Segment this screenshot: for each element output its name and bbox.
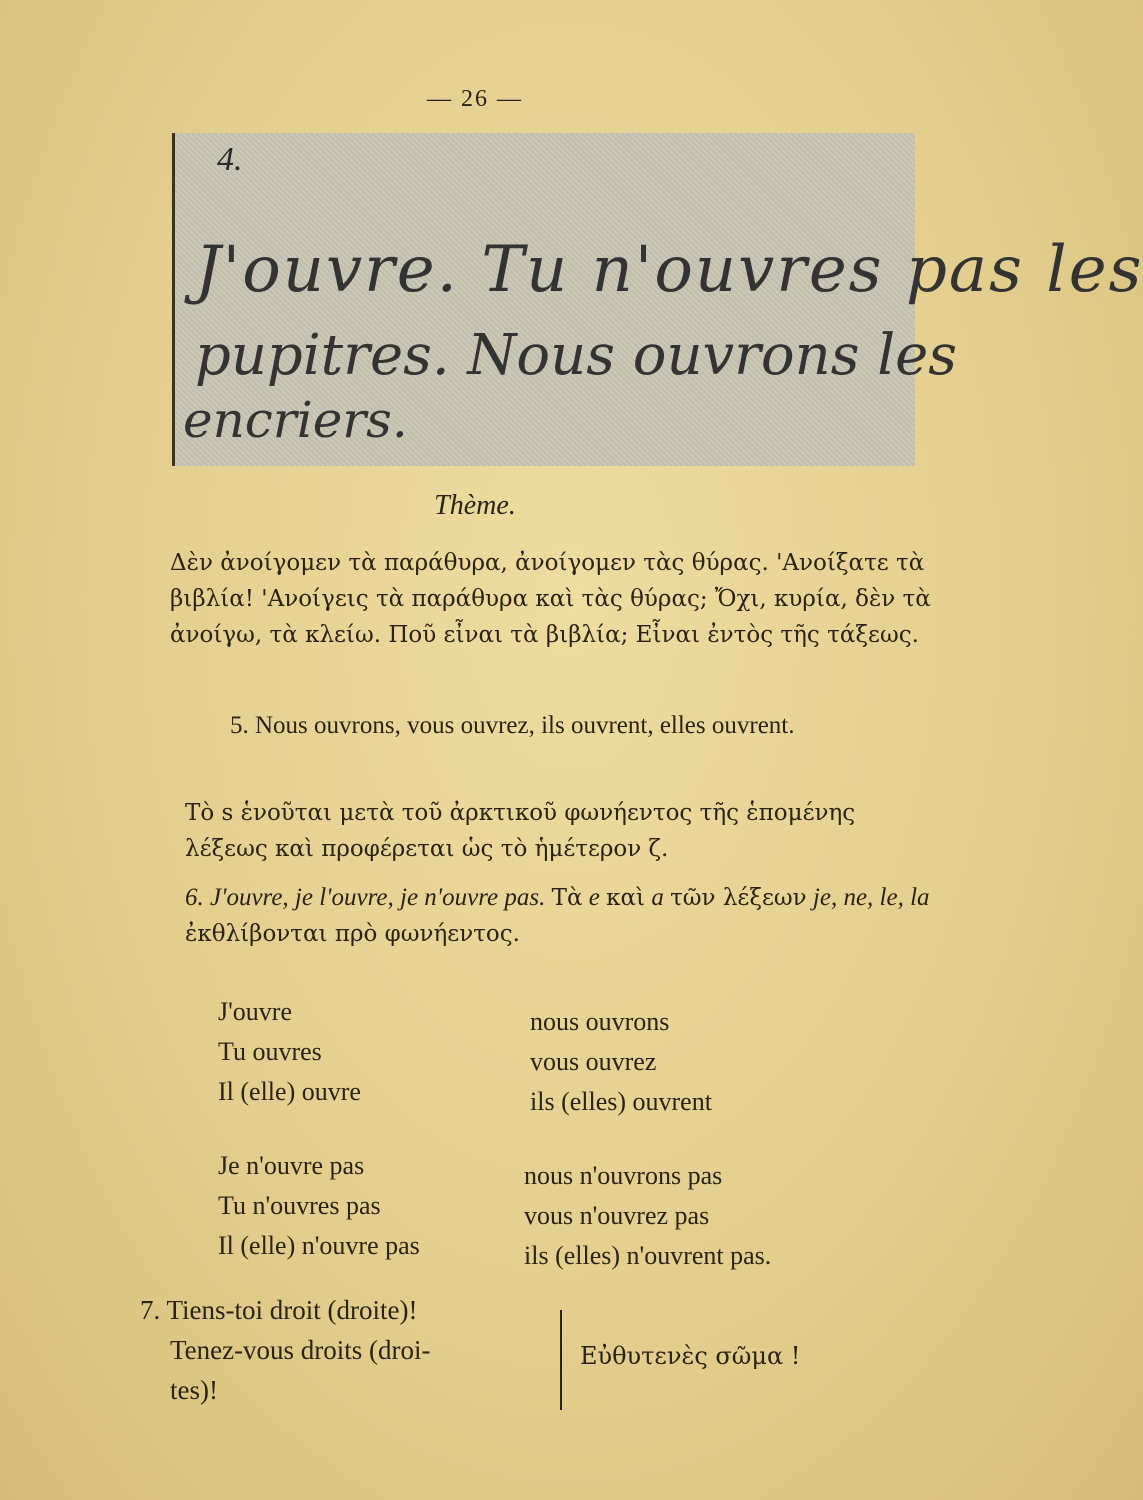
note-6: [185, 880, 935, 952]
conjugation-affirmative-plural: [530, 1002, 712, 1122]
note-6-greek-mid: τῶν λέξεων: [670, 885, 807, 911]
conjugation-negative-plural: [524, 1156, 771, 1276]
conj-line: J'ouvre: [218, 997, 293, 1026]
note-7: [140, 1290, 550, 1410]
script-line-2: pupitres. Nous ouvrons les: [195, 323, 958, 388]
bracket-divider: [560, 1310, 570, 1410]
note-6-french: 6. J'ouvre, je l'ouvre, je n'ouvre pas.: [185, 884, 546, 911]
conj-line: nous n'ouvrons pas: [524, 1161, 723, 1190]
page-number: — 26 —: [427, 86, 523, 112]
conjugation-affirmative-singular: [218, 992, 361, 1112]
conj-line: ils (elles) n'ouvrent pas.: [524, 1241, 772, 1270]
script-line-1: J'ouvre. Tu n'ouvres pas les: [195, 233, 1143, 307]
note-6-greek-end: ἐκθλίβονται πρὸ φωνήεντος.: [185, 921, 520, 947]
conj-line: Tu ouvres: [218, 1037, 322, 1066]
conj-line: Je n'ouvre pas: [218, 1151, 365, 1180]
conj-line: nous ouvrons: [530, 1007, 670, 1036]
conj-line: Tu n'ouvres pas: [218, 1191, 381, 1220]
conj-line: Il (elle) ouvre: [218, 1077, 361, 1106]
theme-title: Thème.: [434, 490, 516, 521]
note-5-explanation: Τὸ s ἑνοῦται μετὰ τοῦ ἀρκτικοῦ φωνήεντος τῆς ἑπομένης λέξεως καὶ προφέρεται ὡς τὸ ἡμέτερον ζ.: [185, 800, 856, 862]
note-6-words: je, ne, le, la: [812, 884, 930, 911]
conj-line: Il (elle) n'ouvre pas: [218, 1231, 420, 1260]
handwritten-script-block: [172, 133, 1143, 466]
conj-line: vous ouvrez: [530, 1047, 657, 1076]
note-7-greek: Εὐθυτενὲς σῶμα !: [580, 1342, 801, 1370]
conj-line: vous n'ouvrez pas: [524, 1201, 710, 1230]
note-7-line-1: 7. Tiens-toi droit (droite)!: [140, 1295, 418, 1325]
conjugation-negative-singular: [218, 1146, 420, 1266]
note-6-and: καὶ: [606, 885, 646, 911]
note-6-greek-intro: Τὰ: [551, 885, 583, 911]
script-line-3: encriers.: [183, 391, 408, 449]
note-5-text: 5. Nous ouvrons, vous ouvrez, ils ouvrent, elles ouvrent.: [230, 712, 795, 739]
note-7-line-3: tes)!: [170, 1375, 218, 1405]
note-6-letter-e: e: [588, 884, 600, 911]
note-7-line-2: Tenez-vous droits (droi-: [170, 1335, 431, 1365]
theme-paragraph: Δὲν ἀνοίγομεν τὰ παράθυρα, ἀνοίγομεν τὰς θύρας. 'Ανοίξατε τὰ βιβλία! 'Ανοίγεις τὰ παράθυρα καὶ τὰς θύρας; Ὄχι, κυρία, δὲν τὰ ἀνοίγω, τὰ κλείω. Ποῦ εἶναι τὰ βιβλία; Εἶναι ἐντὸς τῆς τάξεως.: [170, 550, 931, 648]
conj-line: ils (elles) ouvrent: [530, 1087, 712, 1116]
script-number: 4.: [217, 141, 243, 178]
note-6-letter-a: a: [651, 884, 664, 911]
